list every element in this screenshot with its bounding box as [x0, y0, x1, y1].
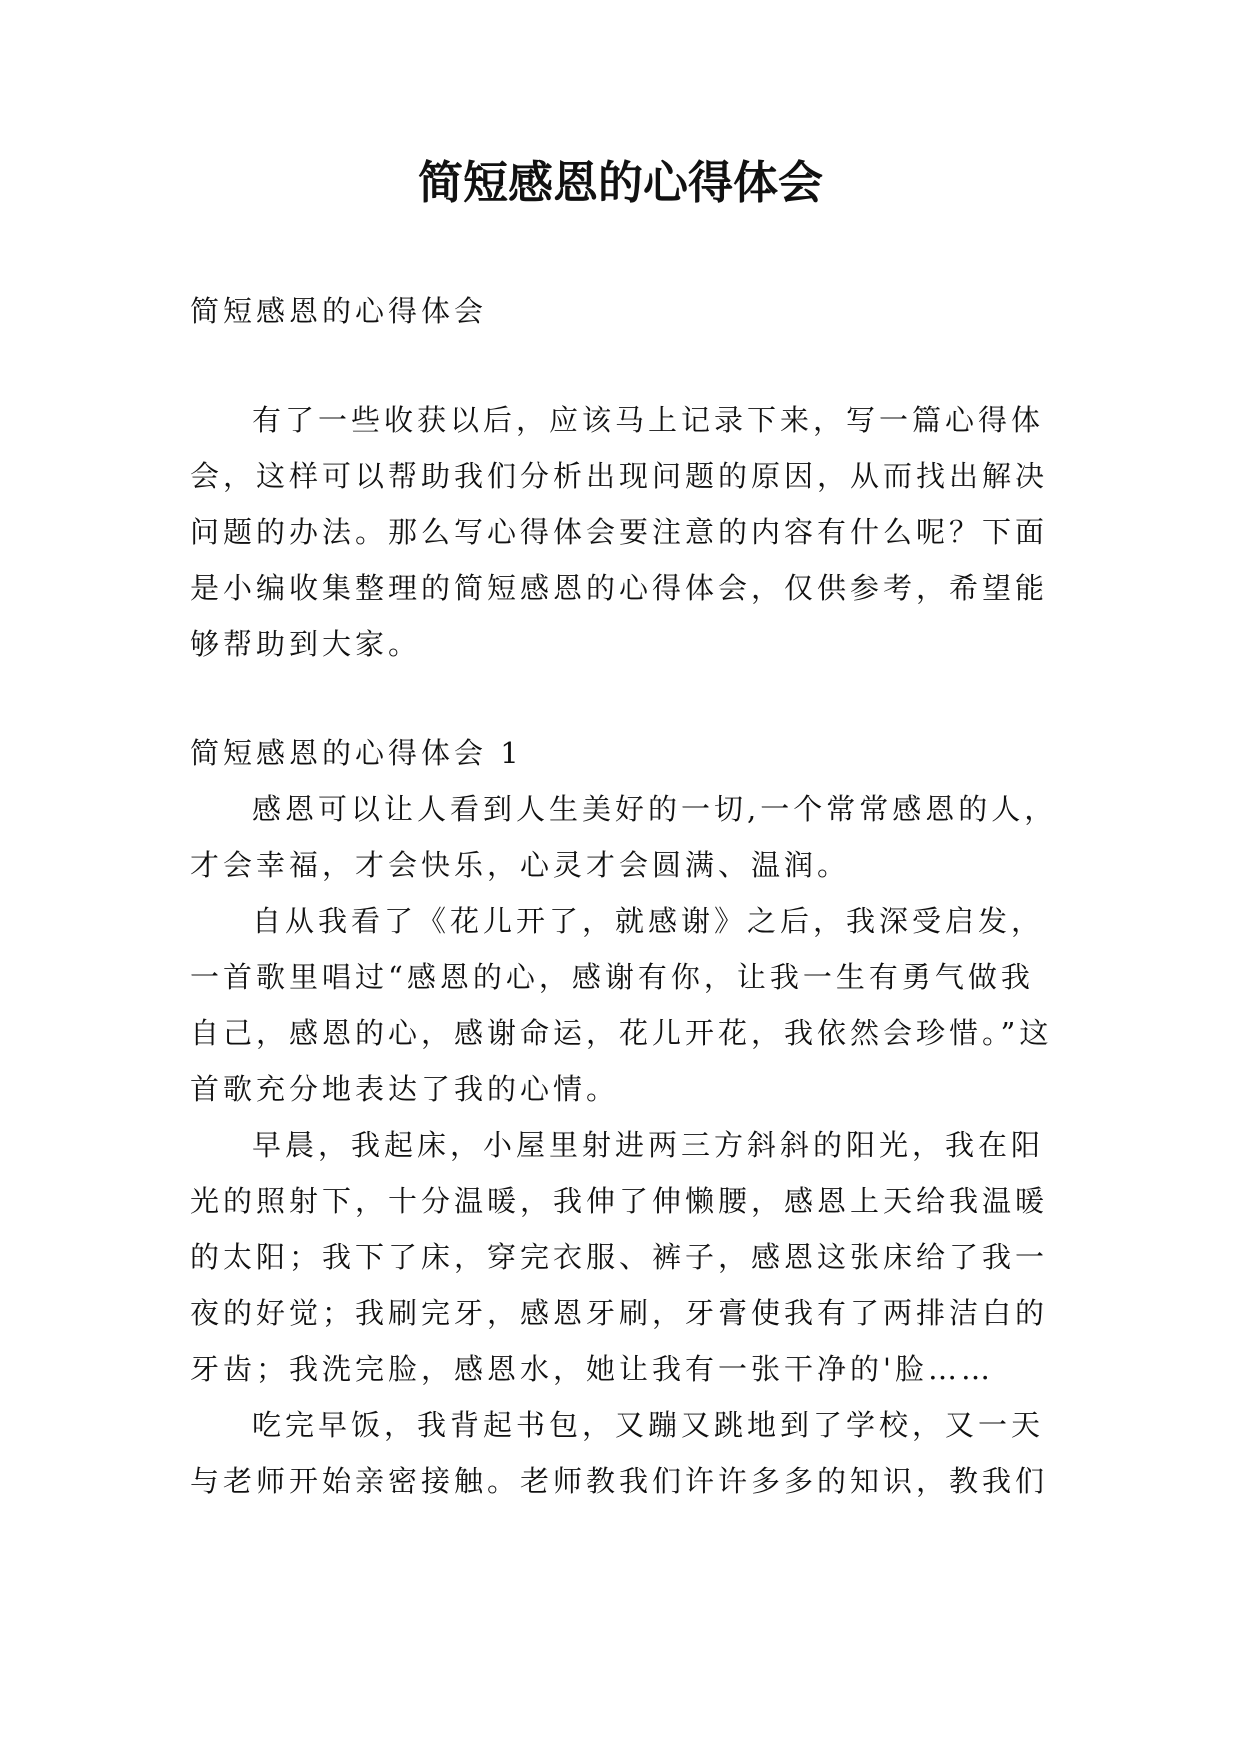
document-body: [190, 283, 1065, 1509]
body-paragraph: 感恩可以让人看到人生美好的一切,一个常常感恩的人，才会幸福，才会快乐，心灵才会圆满、温润。: [190, 792, 1058, 882]
document-title: 简短感恩的心得体会: [417, 156, 823, 209]
body-paragraph: 早晨，我起床，小屋里射进两三方斜斜的阳光，我在阳光的照射下，十分温暖，我伸了伸懒腰，感恩上天给我温暖的太阳；我下了床，穿完衣服、裤子，感恩这张床给了我一夜的好觉；我刷完牙，感恩牙刷，牙膏使我有了两排洁白的牙齿；我洗完脸，感恩水，她让我有一张干净的'脸……: [190, 1128, 1049, 1386]
section-heading: 简短感恩的心得体会 1: [190, 736, 523, 770]
paragraph-spacer: [190, 339, 1065, 392]
body-paragraph: 吃完早饭，我背起书包，又蹦又跳地到了学校，又一天与老师开始亲密接触。老师教我们许许多多的知识，教我们: [190, 1408, 1049, 1498]
paragraph-spacer: [190, 672, 1065, 725]
body-paragraph: 自从我看了《花儿开了，就感谢》之后，我深受启发，一首歌里唱过“感恩的心，感谢有你，让我一生有勇气做我自己，感恩的心，感谢命运，花儿开花，我依然会珍惜。”这首歌充分地表达了我的心情。: [190, 904, 1053, 1106]
intro-paragraph: 有了一些收获以后，应该马上记录下来，写一篇心得体会，这样可以帮助我们分析出现问题的原因，从而找出解决问题的办法。那么写心得体会要注意的内容有什么呢？下面是小编收集整理的简短感恩的心得体会，仅供参考，希望能够帮助到大家。: [190, 403, 1049, 661]
document-subtitle: 简短感恩的心得体会: [190, 294, 488, 328]
